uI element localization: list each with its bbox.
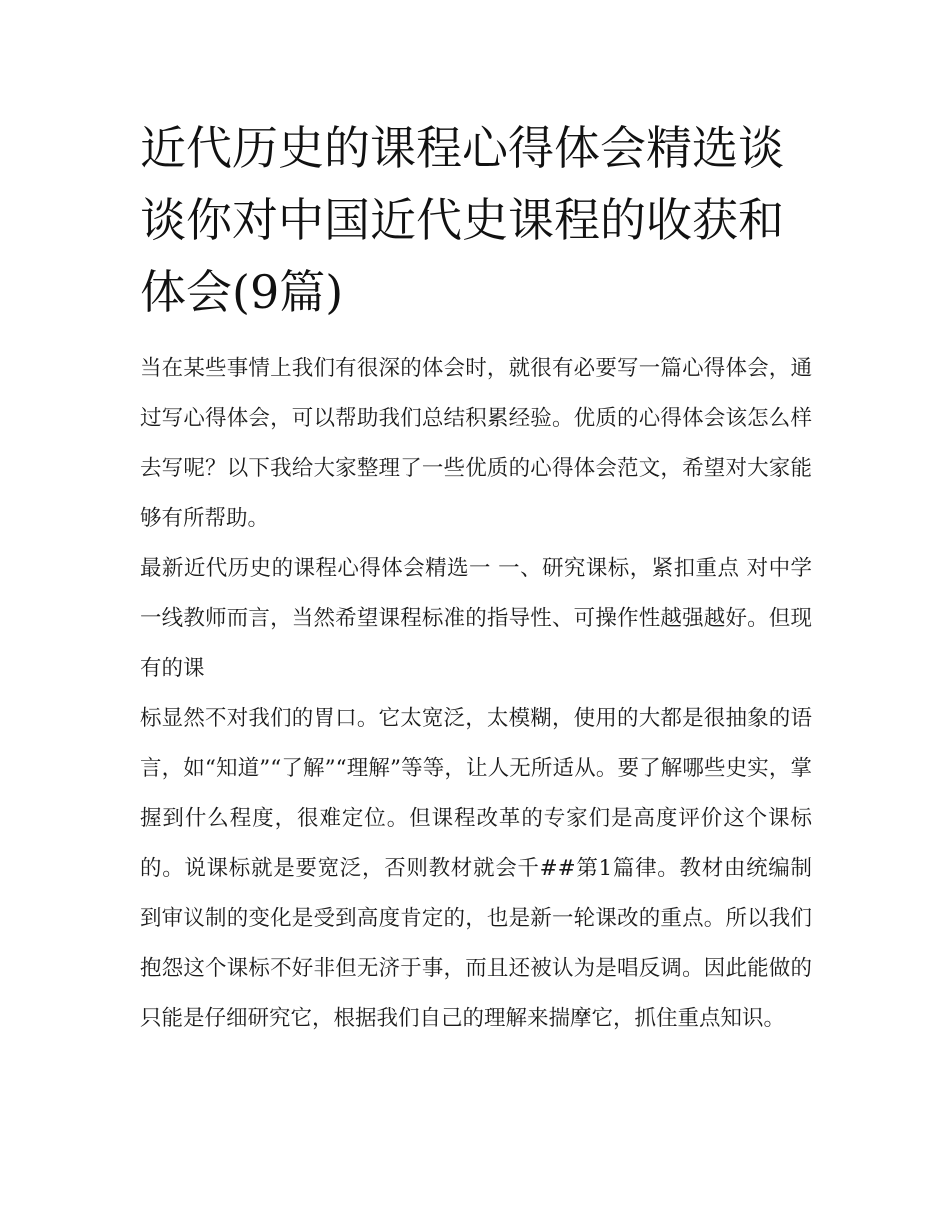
document-page xyxy=(140,112,812,1044)
intro-paragraph: 当在某些事情上我们有很深的体会时，就很有必要写一篇心得体会，通过写心得体会，可以帮助我们总结积累经验。优质的心得体会该怎么样去写呢？以下我给大家整理了一些优质的心得体会范文，希望对大家能够有所帮助。 xyxy=(140,356,812,531)
document-title: 近代历史的课程心得体会精选谈谈你对中国近代史课程的收获和体会(9篇) xyxy=(140,121,784,319)
section-one-paragraph: 最新近代历史的课程心得体会精选一 一、研究课标，紧扣重点 对中学一线教师而言，当然希望课程标准的指导性、可操作性越强越好。但现有的课 xyxy=(140,556,812,681)
body-paragraph: 标显然不对我们的胃口。它太宽泛，太模糊，使用的大都是很抽象的语言，如“知道”“了解”“理解”等等，让人无所适从。要了解哪些史实，掌握到什么程度，很难定位。但课程改革的专家们是高度评价这个课标的。说课标就是要宽泛，否则教材就会千##第1篇律。教材由统编制到审议制的变化是受到高度肯定的，也是新一轮课改的重点。所以我们抱怨这个课标不好非但无济于事，而且还被认为是唱反调。因此能做的只能是仔细研究它，根据我们自己的理解来揣摩它，抓住重点知识。 xyxy=(140,706,812,1031)
